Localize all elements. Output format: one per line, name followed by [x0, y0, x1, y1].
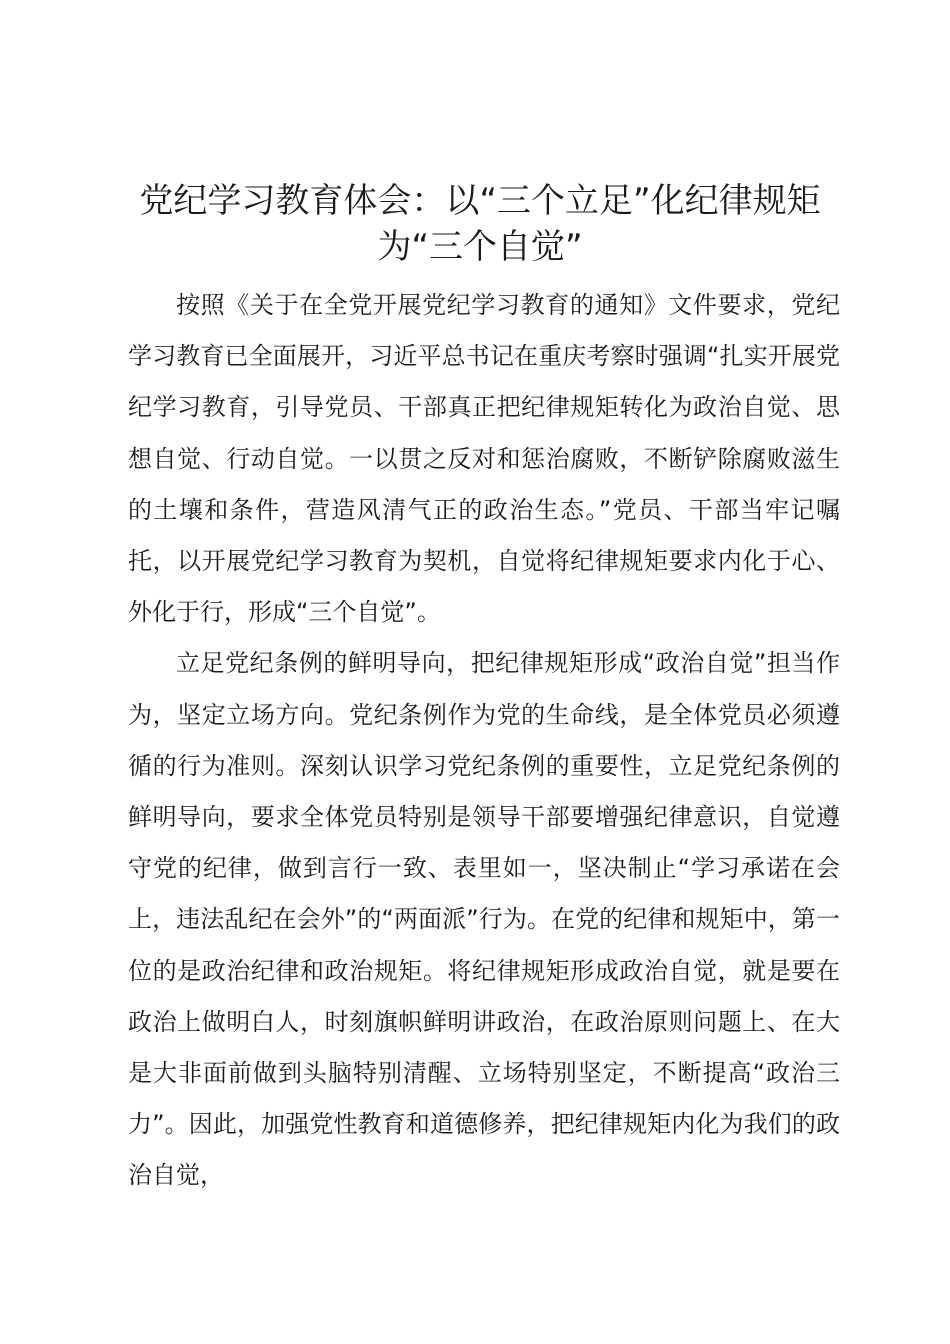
paragraph-2: 立足党纪条例的鲜明导向，把纪律规矩形成“政治自觉”担当作为，坚定立场方向。党纪条例作为党的生命线，是全体党员必须遵循的行为准则。深刻认识学习党纪条例的重要性，立足党纪条例的鲜明导向，要求全体党员特别是领导干部要增强纪律意识，自觉遵守党的纪律，做到言行一致、表里如一，坚决制止“学习承诺在会上，违法乱纪在会外”的“两面派”行为。在党的纪律和规矩中，第一位的是政治纪律和政治规矩。将纪律规矩形成政治自觉，就是要在政治上做明白人，时刻旗帜鲜明讲政治，在政治原则问题上、在大是大非面前做到头脑特别清醒、立场特别坚定，不断提高“政治三力”。因此，加强党性教育和道德修养，把纪律规矩内化为我们的政治自觉，	[128, 649, 840, 1190]
document-body	[128, 280, 840, 1202]
document-title: 党纪学习教育体会：以“三个立足”化纪律规矩为“三个自觉”	[139, 181, 821, 267]
paragraph-1: 按照《关于在全党开展党纪学习教育的通知》文件要求，党纪学习教育已全面展开，习近平总书记在重庆考察时强调“扎实开展党纪学习教育，引导党员、干部真正把纪律规矩转化为政治自觉、思想自觉、行动自觉。一以贯之反对和惩治腐败，不断铲除腐败滋生的土壤和条件，营造风清气正的政治生态。”党员、干部当牢记嘱托，以开展党纪学习教育为契机，自觉将纪律规矩要求内化于心、外化于行，形成“三个自觉”。	[128, 291, 840, 627]
